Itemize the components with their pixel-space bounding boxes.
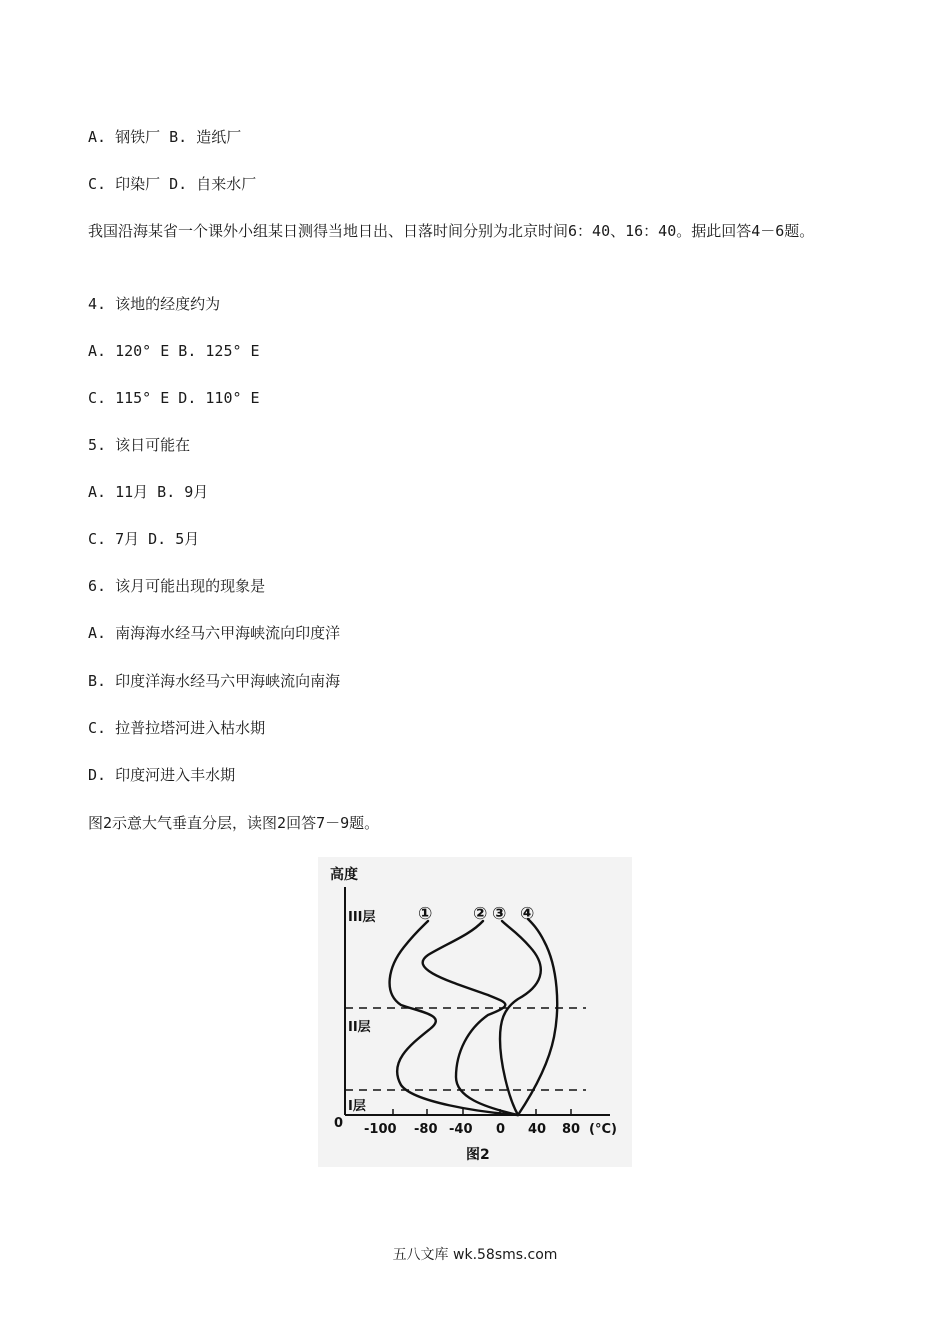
- figure-caption: 图2: [466, 1147, 490, 1163]
- question-4-options-cd: C. 115° E D. 110° E: [88, 389, 260, 407]
- question-6-option-b: B. 印度洋海水经马六甲海峡流向南海: [88, 672, 341, 690]
- curve-label-2: ②: [473, 904, 488, 924]
- x-tick-label: -80: [414, 1122, 438, 1137]
- question-6-option-c: C. 拉普拉塔河进入枯水期: [88, 719, 266, 737]
- curve-label-1: ①: [418, 904, 433, 924]
- x-tick-label: 40: [528, 1122, 547, 1137]
- curve-label-3: ③: [492, 904, 507, 924]
- x-tick-label: 0: [496, 1122, 506, 1137]
- question-6: 6. 该月可能出现的现象是: [88, 577, 266, 595]
- atmosphere-layer-diagram: [318, 857, 632, 1167]
- x-axis-unit: (°C): [589, 1122, 617, 1137]
- question-6-option-a: A. 南海海水经马六甲海峡流向印度洋: [88, 624, 341, 642]
- question-6-option-d: D. 印度河进入丰水期: [88, 766, 236, 784]
- x-tick-label: 80: [562, 1122, 581, 1137]
- question-5-options-cd: C. 7月 D. 5月: [88, 530, 200, 548]
- curve-label-4: ④: [520, 904, 535, 924]
- question-intro: 我国沿海某省一个课外小组某日测得当地日出、日落时间分别为北京时间6：40、16：40。据此回答4－6题。: [88, 222, 815, 240]
- x-tick-label: -40: [449, 1122, 473, 1137]
- layer-label-1: I层: [348, 1099, 366, 1114]
- origin-label: 0: [334, 1116, 344, 1131]
- option-line-ab: A. 钢铁厂 B. 造纸厂: [88, 128, 242, 146]
- footer-watermark: 五八文库 wk.58sms.com: [392, 1247, 558, 1263]
- y-axis-label: 高度: [330, 867, 358, 883]
- atmosphere-layer-figure: [318, 857, 632, 1167]
- question-4-options-ab: A. 120° E B. 125° E: [88, 342, 260, 360]
- option-line-cd: C. 印染厂 D. 自来水厂: [88, 175, 257, 193]
- question-4: 4. 该地的经度约为: [88, 295, 221, 313]
- question-5-options-ab: A. 11月 B. 9月: [88, 483, 209, 501]
- x-tick-label: -100: [364, 1122, 397, 1137]
- figure-intro: 图2示意大气垂直分层，读图2回答7－9题。: [88, 814, 380, 832]
- layer-label-2: II层: [348, 1020, 371, 1035]
- layer-label-3: III层: [348, 910, 376, 925]
- question-5: 5. 该日可能在: [88, 436, 191, 454]
